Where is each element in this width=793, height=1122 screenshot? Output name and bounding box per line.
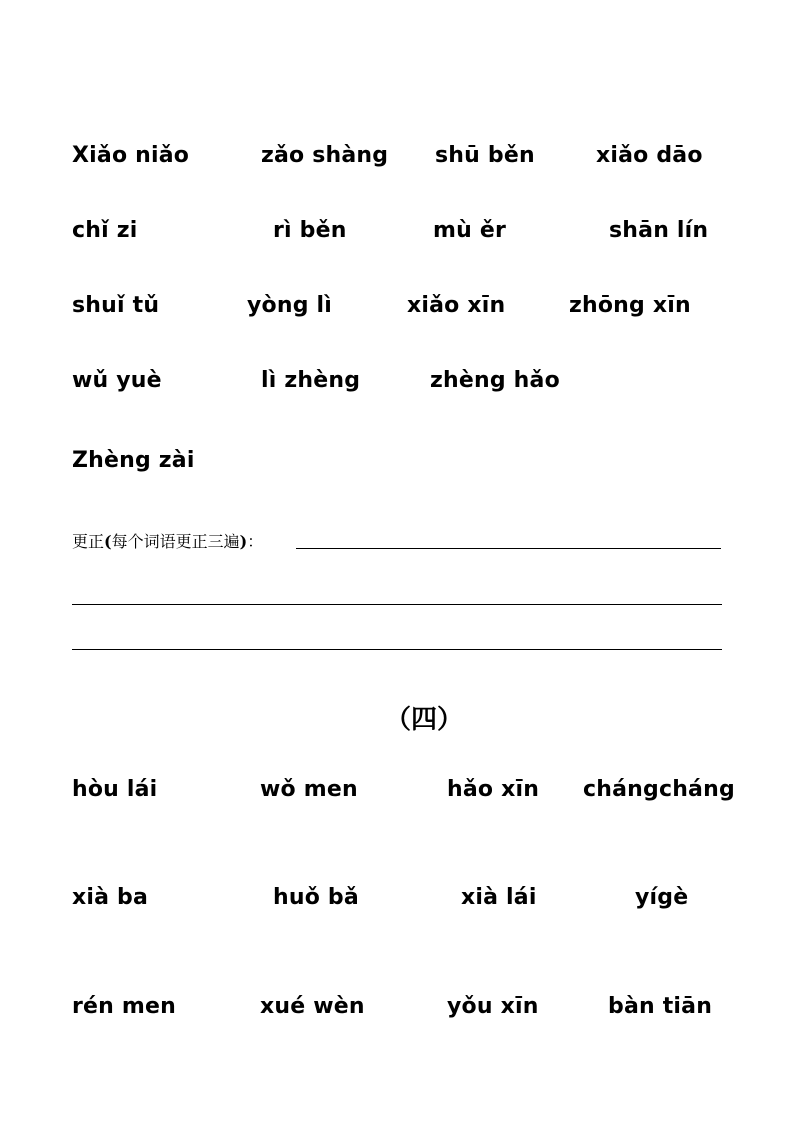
correction-label-colon: ： xyxy=(247,532,264,551)
pinyin-word: chǐ zi xyxy=(72,218,138,243)
pinyin-word: zǎo shàng xyxy=(261,143,389,168)
pinyin-word: zhèng hǎo xyxy=(430,368,560,393)
writing-line[interactable] xyxy=(296,548,721,549)
pinyin-word: shū běn xyxy=(435,143,535,168)
pinyin-word: xià lái xyxy=(461,885,537,910)
pinyin-word: yòng lì xyxy=(247,293,333,318)
pinyin-word: zhōng xīn xyxy=(569,293,691,318)
correction-label-close: ) xyxy=(239,532,248,551)
pinyin-word: Zhèng zài xyxy=(72,448,195,473)
pinyin-word: mù ěr xyxy=(433,218,507,243)
pinyin-word: lì zhèng xyxy=(261,368,361,393)
pinyin-word: xué wèn xyxy=(260,994,365,1019)
correction-label-body: 每个词语更正三遍 xyxy=(111,532,240,551)
correction-instruction xyxy=(72,531,263,553)
pinyin-word: xiǎo xīn xyxy=(407,293,506,318)
pinyin-word: yǒu xīn xyxy=(447,994,539,1019)
pinyin-word: bàn tiān xyxy=(608,994,713,1019)
pinyin-word: chángcháng xyxy=(583,777,735,802)
correction-label-open: ( xyxy=(104,532,112,551)
pinyin-word: huǒ bǎ xyxy=(273,885,359,910)
pinyin-word: hǎo xīn xyxy=(447,777,540,802)
pinyin-word: yígè xyxy=(635,885,689,910)
pinyin-word: hòu lái xyxy=(72,777,158,802)
pinyin-word: xiǎo dāo xyxy=(596,143,703,168)
writing-line[interactable] xyxy=(72,649,722,650)
pinyin-word: wǔ yuè xyxy=(72,368,162,393)
pinyin-word: Xiǎo niǎo xyxy=(72,143,190,168)
section-four-heading: （四） xyxy=(385,705,464,735)
pinyin-word: wǒ men xyxy=(260,777,358,802)
pinyin-word: shuǐ tǔ xyxy=(72,293,160,318)
correction-label-prefix: 更正 xyxy=(72,532,105,551)
pinyin-word: xià ba xyxy=(72,885,149,910)
pinyin-word: rì běn xyxy=(273,218,347,243)
pinyin-word: rén men xyxy=(72,994,176,1019)
writing-line[interactable] xyxy=(72,604,722,605)
pinyin-word: shān lín xyxy=(609,218,709,243)
